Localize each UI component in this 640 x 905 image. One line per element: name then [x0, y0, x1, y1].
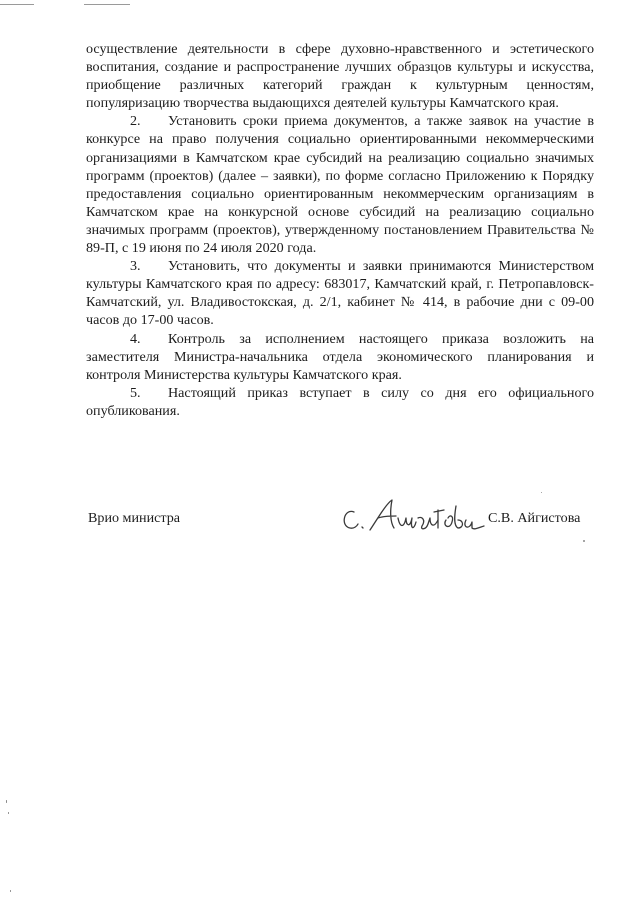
scan-speck — [8, 812, 9, 814]
paragraph-5 — [86, 384, 594, 420]
paragraph-2-text: Установить сроки приема документов, а также заявок на участие в конкурсе на право получения социально ориентированными некоммерческими организациями в Камчатском крае субсидий на реализацию социально значимых программ (проектов) (далее – заявки), по форме согласно Приложению к Порядку предоставления социально ориентированным некоммерческим организациям в Камчатском крае на конкурсной основе субсидий на реализацию социально значимых программ (проектов), утвержденному постановлением Правительства № 89-П, с 19 июня по 24 июля 2020 года. — [86, 113, 594, 257]
signatory-name: С.В. Айгистова — [488, 510, 581, 526]
signatory-position: Врио министра — [88, 510, 180, 526]
scan-speck — [583, 540, 585, 542]
item-number: 4. — [130, 330, 141, 347]
order-text — [86, 40, 594, 420]
top-edge-mark — [84, 4, 130, 5]
scan-speck — [541, 492, 542, 493]
paragraph-4 — [86, 330, 594, 384]
paragraph-2 — [86, 112, 594, 257]
paragraph-4-text: Контроль за исполнением настоящего приказа возложить на заместителя Министра-начальника отдела экономического планирования и контроля Министерства культуры Камчатского края. — [86, 330, 594, 383]
top-edge-mark — [0, 4, 34, 5]
paragraph-5-text: Настоящий приказ вступает в силу со дня его официального опубликования. — [86, 384, 594, 419]
item-number: 3. — [130, 258, 141, 275]
paragraph-3 — [86, 257, 594, 329]
item-number: 2. — [130, 113, 141, 130]
paragraph-1: осуществление деятельности в сфере духовно-нравственного и эстетического воспитания, создание и распространение лучших образцов культуры и искусства, приобщение различных категорий граждан к культурным ценностям, популяризацию творчества выдающихся деятелей культуры Камчатского края. — [86, 41, 594, 112]
scan-speck — [6, 800, 7, 803]
paragraph-3-text: Установить, что документы и заявки принимаются Министерством культуры Камчатского края по адресу: 683017, Камчатский край, г. Петропавловск-Камчатский, ул. Владивостокская, д. 2/1, кабинет № 414, в рабочие дни с 09-00 часов до 17-00 часов. — [86, 258, 594, 329]
handwritten-signature — [338, 494, 488, 536]
scan-speck — [10, 890, 11, 892]
item-number: 5. — [130, 384, 141, 401]
